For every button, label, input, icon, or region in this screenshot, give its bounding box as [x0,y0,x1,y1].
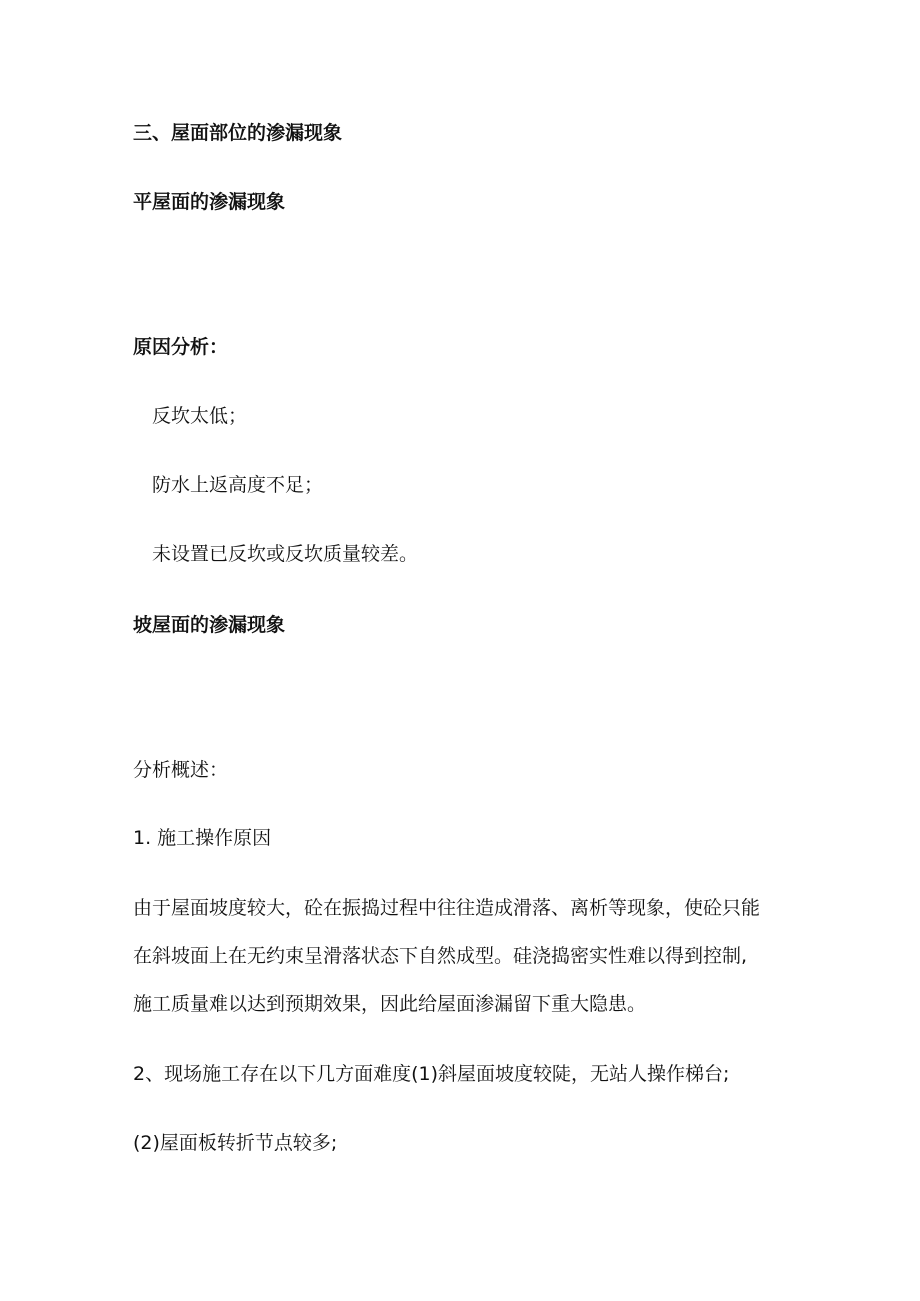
item2-line: 2、现场施工存在以下几方面难度(1)斜屋面坡度较陡，无站人操作梯台; [133,1063,730,1085]
paragraph-line: 在斜坡面上在无约束呈滑落状态下自然成型。硅浇捣密实性难以得到控制, [133,945,748,967]
cause-item: 防水上返高度不足； [152,474,324,496]
cause-heading: 原因分析： [133,336,229,358]
paragraph-line: 施工质量难以达到预期效果，因此给屋面渗漏留下重大隐患。 [133,993,647,1015]
paragraph-line: 由于屋面坡度较大，砼在振捣过程中往往造成滑落、离析等现象，使砼只能 [133,897,761,919]
subheading-slope-roof: 坡屋面的渗漏现象 [133,614,286,636]
cause-item: 未设置已反坎或反坎质量较差。 [152,543,419,565]
item2-subitem: (2)屋面板转折节点较多; [133,1132,338,1154]
overview-heading: 分析概述： [133,759,229,781]
item1-heading: 1. 施工操作原因 [133,827,272,849]
subheading-flat-roof: 平屋面的渗漏现象 [133,191,286,213]
section-title: 三、屋面部位的渗漏现象 [133,122,343,144]
cause-item: 反坎太低； [152,405,248,427]
